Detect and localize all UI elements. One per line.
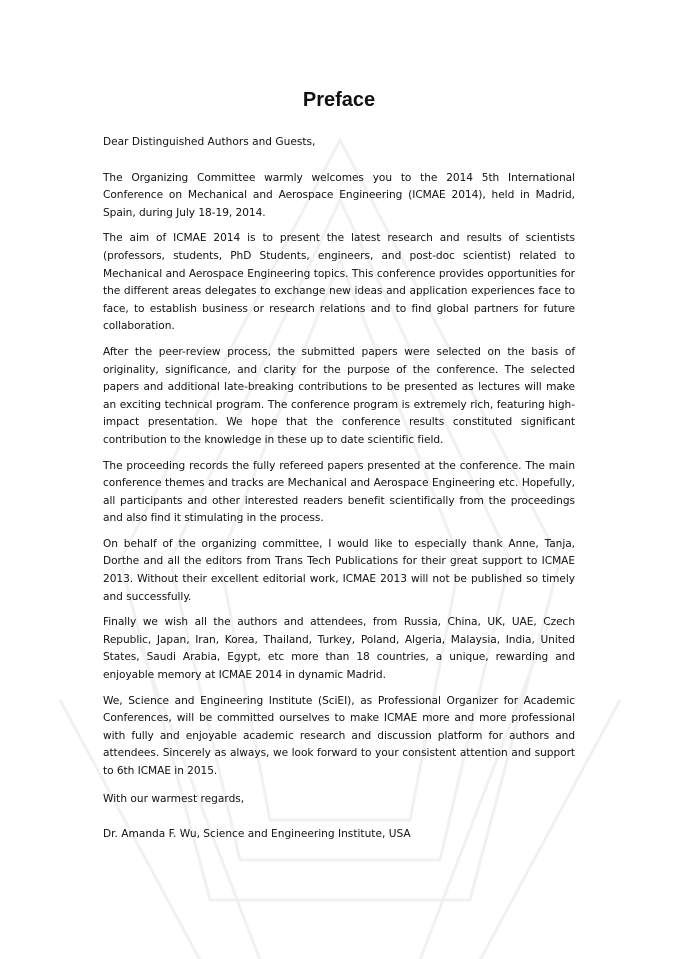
document-body [103, 88, 575, 844]
paragraph-aim: The aim of ICMAE 2014 is to present the latest research and results of scientists (professors, students, PhD Students, engineers, and post-doc scientist) related to Mechanical and Aerospace Engineering topics. This conference provides opportunities for the different areas delegates to exchange new ideas and application experiences face to face, to establish business or research relations and to find global partners for future collaboration. [103, 232, 575, 333]
signature-line: Dr. Amanda F. Wu, Science and Engineering Institute, USA [103, 828, 411, 841]
paragraph-welcome: The Organizing Committee warmly welcomes you to the 2014 5th International Conference on Mechanical and Aerospace Engineering (ICMAE 2014), held in Madrid, Spain, during July 18-19, 2014. [103, 171, 575, 219]
paragraph-proceedings: The proceeding records the fully refereed papers presented at the conference. The main conference themes and tracks are Mechanical and Aerospace Engineering etc. Hopefully, all participants and other interested readers benefit scientifically from the proceedings and also find it stimulating in the process. [103, 459, 575, 525]
salutation: Dear Distinguished Authors and Guests, [103, 136, 316, 148]
paragraph-wishes: Finally we wish all the authors and attendees, from Russia, China, UK, UAE, Czech Republic, Japan, Iran, Korea, Thailand, Turkey, Poland, Algeria, Malaysia, India, United States, Saudi Arabia, Egypt, etc more than 18 countries, a unique, rewarding and enjoyable memory at ICMAE 2014 in dynamic Madrid. [103, 616, 575, 682]
paragraph-thanks: On behalf of the organizing committee, I would like to especially thank Anne, Tanja, Dorthe and all the editors from Trans Tech Publications for their great support to ICMAE 2013. Without their excellent editorial work, ICMAE 2013 will not be published so timely and successfully. [103, 537, 575, 603]
page-title: Preface [302, 89, 376, 111]
closing-line: With our warmest regards, [103, 792, 245, 805]
paragraph-organizer: We, Science and Engineering Institute (SciEI), as Professional Organizer for Academic Conferences, will be committed ourselves to make ICMAE more and more professional with fully and enjoyable academic research and discussion platform for authors and attendees. Sincerely as always, we look forward to your consistent attention and support to 6th ICMAE in 2015. [103, 694, 575, 777]
paragraph-review: After the peer-review process, the submitted papers were selected on the basis of originality, significance, and clarity for the purpose of the conference. The selected papers and additional late-breaking contributions to be presented as lectures will make an exciting technical program. The conference program is extremely rich, featuring high-impact presentation. We hope that the conference results constituted significant contribution to the knowledge in these up to date scientific field. [103, 345, 575, 446]
